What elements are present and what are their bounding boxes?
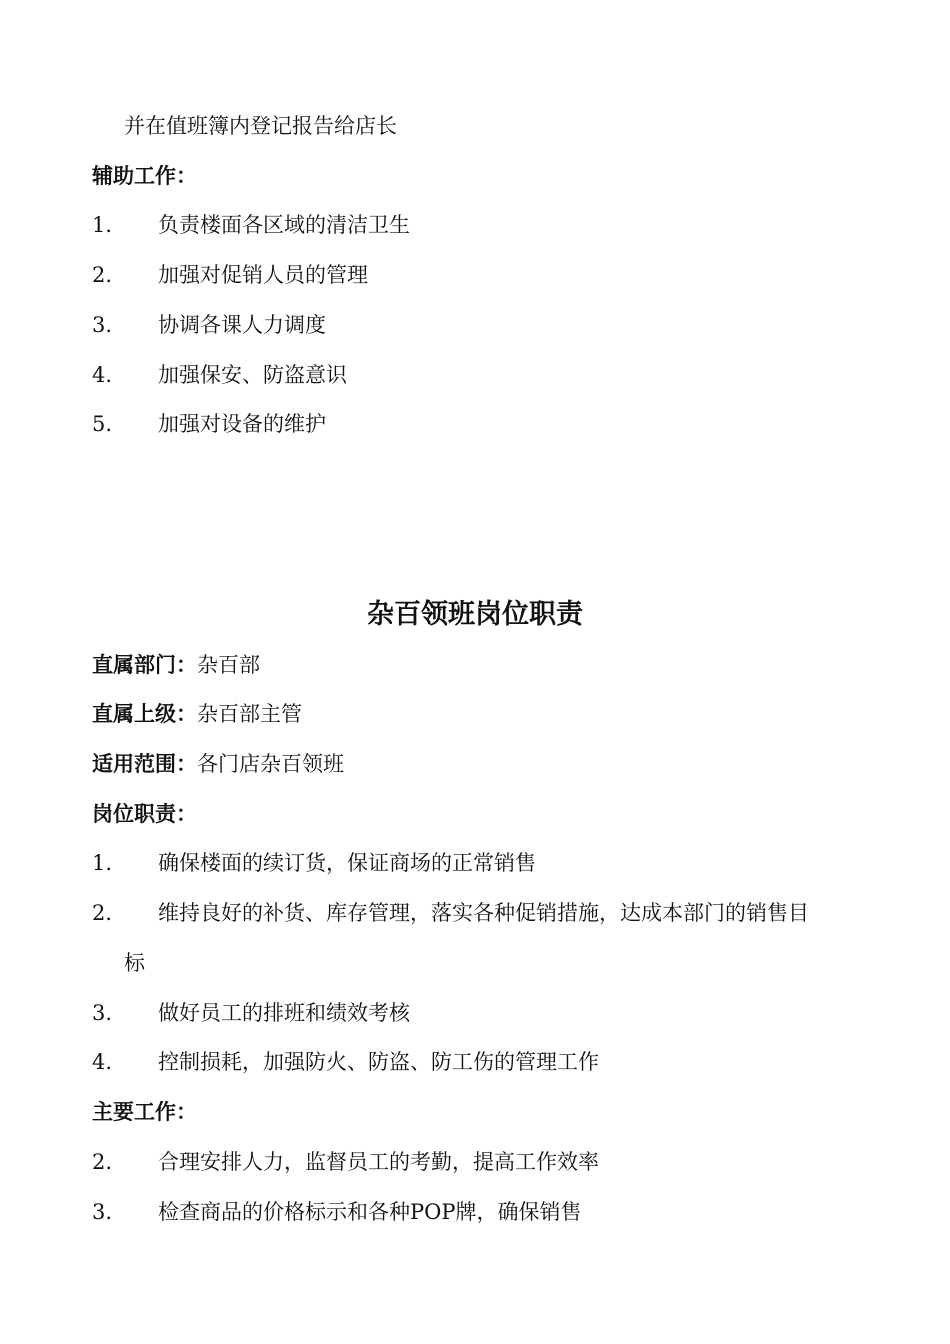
aux-heading: 辅助工作：	[92, 164, 197, 188]
field-label: 直属部门：	[92, 653, 197, 677]
list-item	[92, 1048, 599, 1076]
list-item-text: 协调各课人力调度	[158, 313, 326, 337]
list-item-number: 4.	[92, 363, 113, 387]
list-item-text: 检查商品的价格标示和各种POP牌，确保销售	[158, 1200, 582, 1224]
field-value: 杂百部主管	[197, 702, 302, 726]
list-item-number: 3.	[92, 1001, 113, 1025]
list-item-number: 2.	[92, 263, 113, 287]
list-item	[92, 849, 536, 877]
list-item-text: 确保楼面的续订货，保证商场的正常销售	[158, 851, 536, 875]
list-item-number: 3.	[92, 1200, 113, 1224]
list-item-text: 做好员工的排班和绩效考核	[158, 1001, 410, 1025]
field-label: 适用范围：	[92, 752, 197, 776]
field-row	[92, 750, 344, 778]
list-item-number: 3.	[92, 313, 113, 337]
main-work-heading: 主要工作：	[92, 1100, 197, 1124]
field-value: 杂百部	[197, 653, 260, 677]
list-item-continuation: 标	[124, 951, 145, 975]
field-row	[92, 700, 302, 728]
list-item	[92, 999, 410, 1027]
list-item	[92, 1148, 599, 1176]
field-row	[92, 651, 260, 679]
list-item-text: 控制损耗，加强防火、防盗、防工伤的管理工作	[158, 1050, 599, 1074]
duties-heading: 岗位职责：	[92, 802, 197, 826]
list-item-number: 2.	[92, 1150, 113, 1174]
list-item-number: 5.	[92, 412, 113, 436]
list-item-number: 2.	[92, 901, 113, 925]
list-item-text: 加强保安、防盗意识	[158, 363, 347, 387]
list-item	[92, 410, 326, 438]
field-value: 各门店杂百领班	[197, 752, 344, 776]
list-item	[92, 1198, 581, 1226]
list-item-text: 合理安排人力，监督员工的考勤，提高工作效率	[158, 1150, 599, 1174]
list-item-number: 4.	[92, 1050, 113, 1074]
list-item-number: 1.	[92, 213, 113, 237]
list-item	[92, 311, 326, 339]
list-item-text: 加强对促销人员的管理	[158, 263, 368, 287]
list-item	[92, 899, 809, 927]
page-title: 杂百领班岗位职责	[367, 599, 583, 630]
continuation-text: 并在值班簿内登记报告给店长	[124, 114, 397, 138]
list-item-text: 负责楼面各区域的清洁卫生	[158, 213, 410, 237]
list-item	[92, 211, 410, 239]
list-item	[92, 361, 347, 389]
list-item-text: 加强对设备的维护	[158, 412, 326, 436]
field-label: 直属上级：	[92, 702, 197, 726]
list-item	[92, 261, 368, 289]
list-item-text: 维持良好的补货、库存管理，落实各种促销措施，达成本部门的销售目	[158, 901, 809, 925]
list-item-number: 1.	[92, 851, 113, 875]
